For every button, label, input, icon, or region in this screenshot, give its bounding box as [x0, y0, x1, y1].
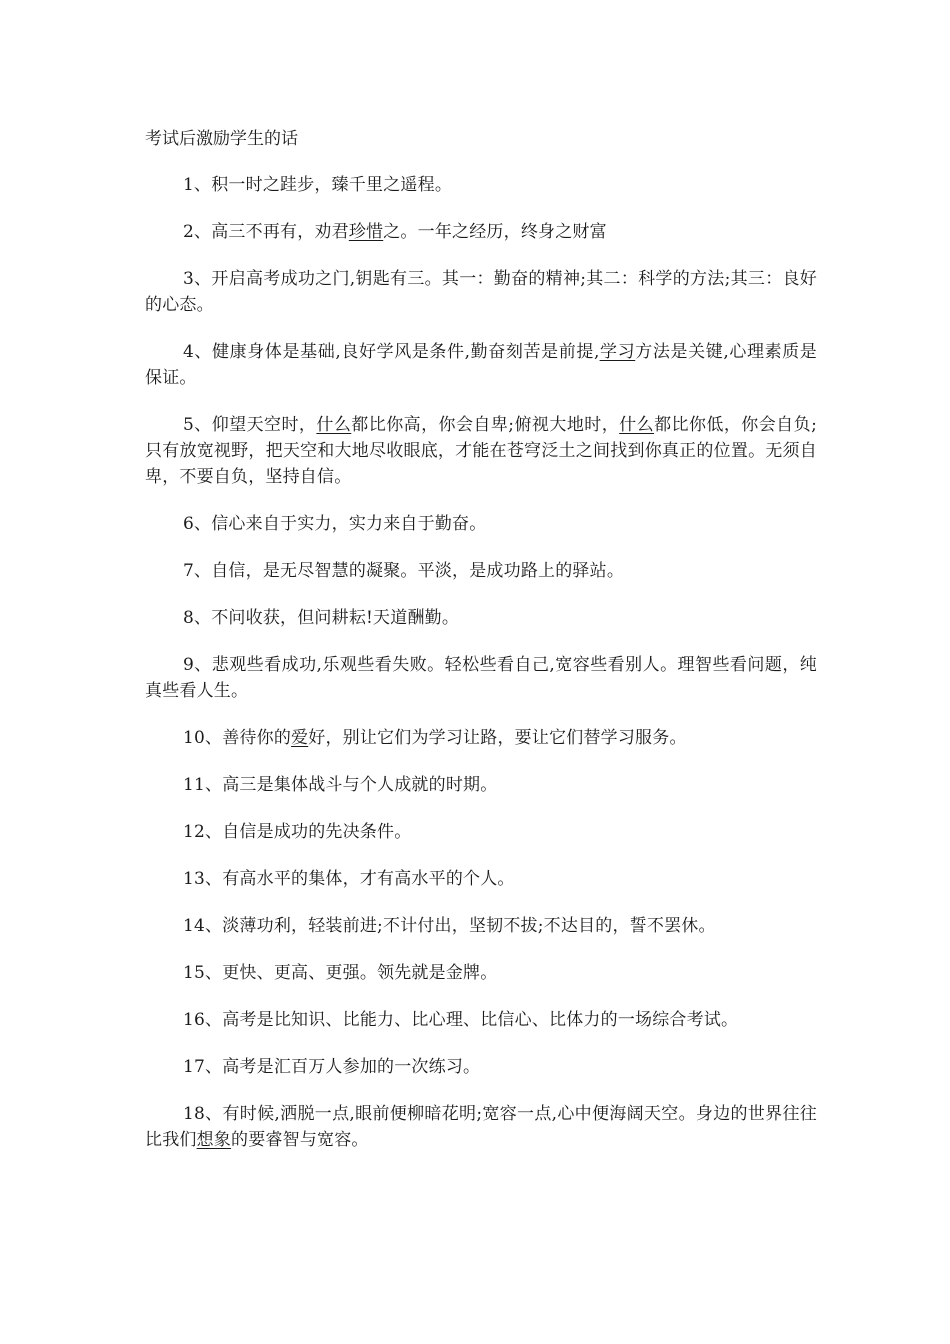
- item-text: 的要睿智与宽容。: [231, 1130, 369, 1150]
- item-text: 方法是关键,心理素质是保证。: [145, 342, 817, 388]
- item-text: 都比你高，你会自卑;俯视大地时，: [351, 415, 620, 435]
- item-text: 之。一年之经历，终身之财富: [383, 222, 607, 242]
- list-item: [145, 558, 817, 584]
- item-text: 9、悲观些看成功,乐观些看失败。轻松些看自己,宽容些看别人。理智些看问题，纯真些看人生。: [145, 655, 817, 701]
- list-item: [145, 1101, 817, 1153]
- item-text: 12、自信是成功的先决条件。: [183, 822, 412, 842]
- list-item: [145, 605, 817, 631]
- item-text: 6、信心来自于实力，实力来自于勤奋。: [183, 514, 487, 534]
- keyword-link[interactable]: 什么: [316, 415, 352, 435]
- item-text: 3、开启高考成功之门,钥匙有三。其一：勤奋的精神;其二：科学的方法;其三：良好的心态。: [145, 269, 817, 315]
- document-page: [145, 126, 817, 1174]
- item-text: 18、有时候,洒脱一点,眼前便柳暗花明;宽容一点,心中便海阔天空。身边的世界往往比我们: [145, 1104, 817, 1150]
- item-text: 都比你低，你会自负;只有放宽视野，把天空和大地尽收眼底，才能在苍穹泛土之间找到你真正的位置。无须自卑，不要自负，坚持自信。: [145, 415, 818, 487]
- list-item: [145, 652, 817, 704]
- item-text: 4、健康身体是基础,良好学风是条件,勤奋刻苦是前提,: [183, 342, 600, 362]
- list-item: [145, 913, 817, 939]
- list-item: [145, 266, 817, 318]
- item-text: 2、高三不再有，劝君: [183, 222, 349, 242]
- item-text: 10、善待你的: [183, 728, 292, 748]
- list-item: [145, 866, 817, 892]
- item-text: 14、淡薄功利，轻装前进;不计付出，坚韧不拔;不达目的，誓不罢休。: [183, 916, 716, 936]
- item-text: 16、高考是比知识、比能力、比心理、比信心、比体力的一场综合考试。: [183, 1010, 739, 1030]
- item-text: 1、积一时之跬步，臻千里之遥程。: [183, 175, 453, 195]
- list-item: [145, 1007, 817, 1033]
- item-text: 17、高考是汇百万人参加的一次练习。: [183, 1057, 481, 1077]
- list-item: [145, 725, 817, 751]
- list-item: [145, 339, 817, 391]
- keyword-link[interactable]: 珍惜: [348, 222, 384, 242]
- keyword-link[interactable]: 想象: [196, 1130, 232, 1150]
- list-item: [145, 412, 817, 490]
- list-item: [145, 511, 817, 537]
- keyword-link[interactable]: 爱: [291, 728, 309, 748]
- item-text: 15、更快、更高、更强。领先就是金牌。: [183, 963, 498, 983]
- item-text: 5、仰望天空时，: [183, 415, 317, 435]
- list-item: [145, 819, 817, 845]
- item-text: 7、自信，是无尽智慧的凝聚。平淡，是成功路上的驿站。: [183, 561, 625, 581]
- item-text: 8、不问收获，但问耕耘!天道酬勤。: [183, 608, 460, 628]
- keyword-link[interactable]: 学习: [599, 342, 636, 362]
- list-item: [145, 172, 817, 198]
- list-item: [145, 219, 817, 245]
- list-item: [145, 1054, 817, 1080]
- item-text: 11、高三是集体战斗与个人成就的时期。: [183, 775, 498, 795]
- item-text: 好，别让它们为学习让路，要让它们替学习服务。: [308, 728, 687, 748]
- list-item: [145, 960, 817, 986]
- item-text: 13、有高水平的集体，才有高水平的个人。: [183, 869, 515, 889]
- document-title: 考试后激励学生的话: [145, 129, 298, 149]
- keyword-link[interactable]: 什么: [619, 415, 655, 435]
- list-item: [145, 772, 817, 798]
